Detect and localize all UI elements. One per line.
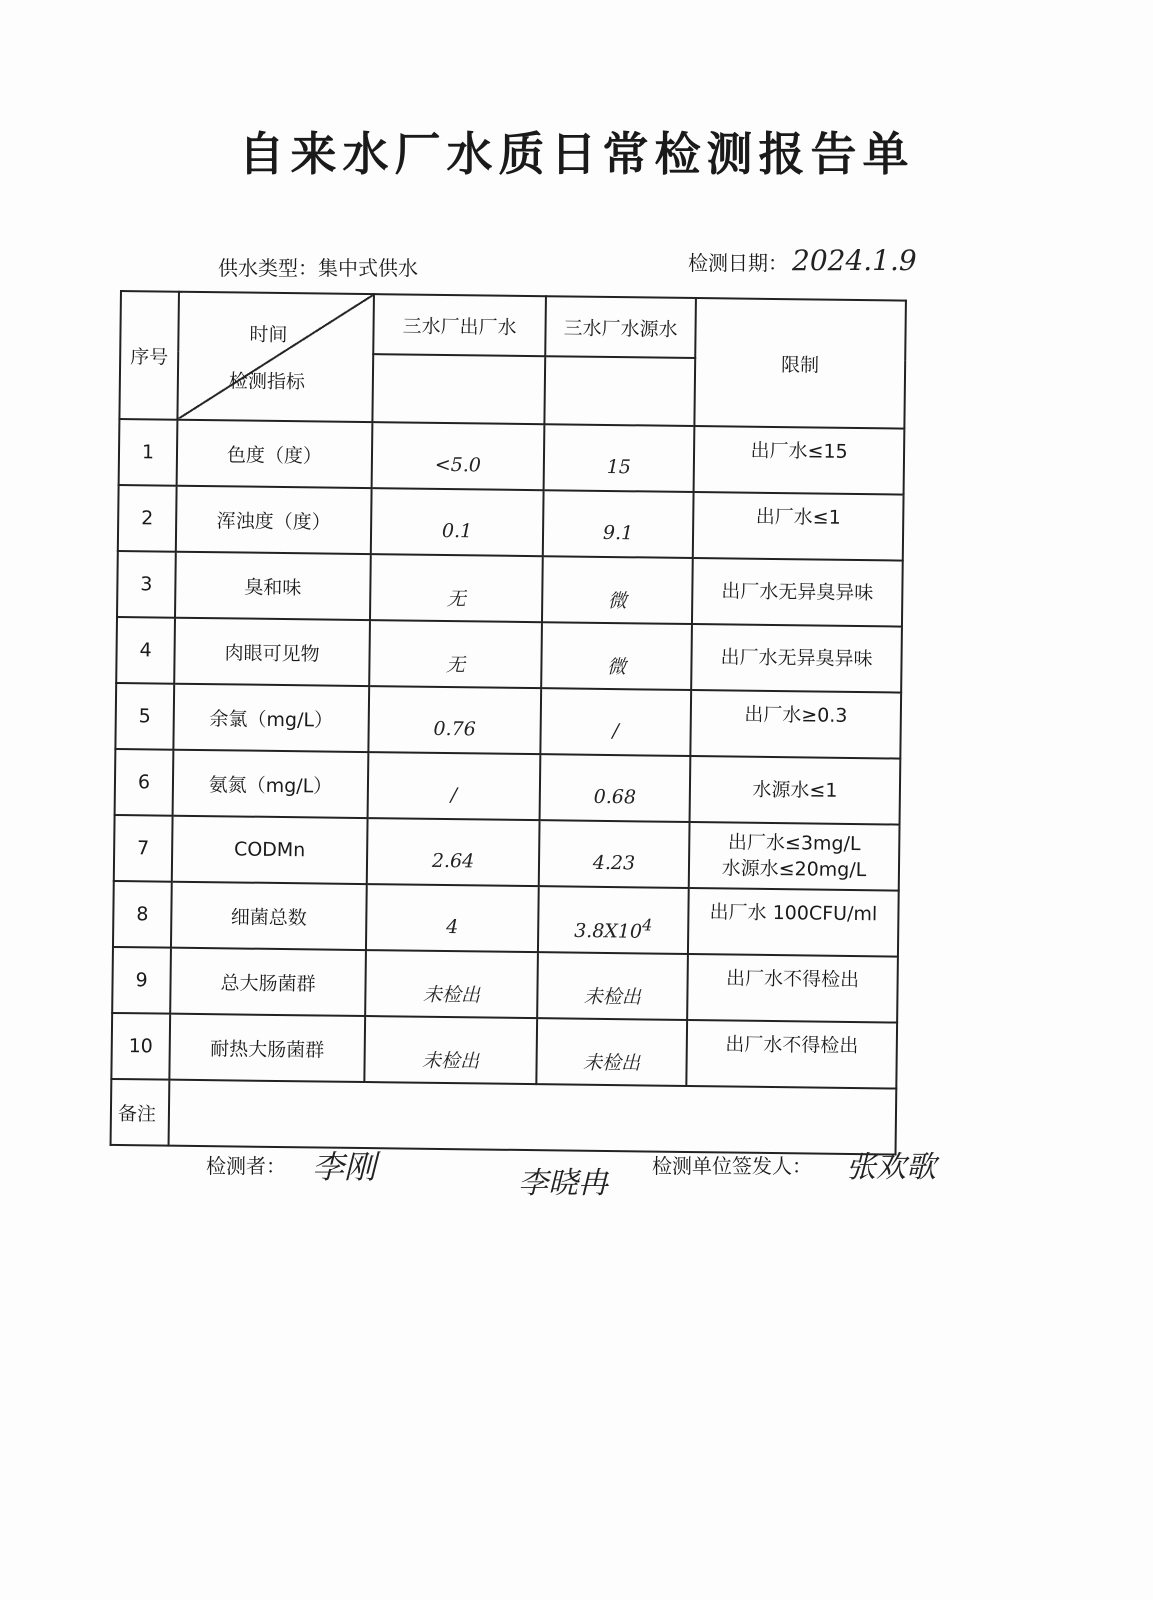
row-value-a: 无 <box>370 554 543 622</box>
row-limit: 出厂水不得检出 <box>687 954 898 1023</box>
issuer-label: 检测单位签发人： <box>652 1154 812 1178</box>
row-no: 10 <box>111 1013 170 1080</box>
header-diagonal-cell <box>177 292 374 422</box>
row-value-b: 微 <box>541 622 692 690</box>
remark-content <box>169 1080 897 1155</box>
header-col-a: 三水厂出厂水 <box>373 294 546 356</box>
row-limit: 出厂水≥0.3 <box>690 690 901 759</box>
row-no: 7 <box>114 815 173 882</box>
header-col-a-blank <box>372 354 545 424</box>
tester-signature-1: 李刚 <box>312 1148 377 1186</box>
report-table <box>110 290 907 1156</box>
row-value-a: 0.76 <box>368 686 541 754</box>
row-no: 9 <box>112 947 171 1014</box>
row-value-b: 0.68 <box>540 754 691 822</box>
row-value-a: 4 <box>366 884 539 952</box>
row-value-b: 未检出 <box>536 1018 687 1086</box>
table-row <box>115 749 901 825</box>
table-row <box>118 485 904 561</box>
issuer-signature: 张欢歌 <box>846 1150 936 1185</box>
row-value-b: 15 <box>544 424 695 492</box>
row-limit <box>689 822 900 891</box>
row-value-b <box>538 886 689 954</box>
remark-row <box>111 1079 897 1155</box>
row-no: 5 <box>115 683 174 750</box>
row-value-a: / <box>368 752 541 820</box>
tester-label: 检测者： <box>206 1154 286 1178</box>
row-limit: 出厂水无异臭异味 <box>692 558 903 627</box>
header-col-b: 三水厂水源水 <box>545 296 696 358</box>
table-row <box>112 947 898 1023</box>
row-value-a: <5.0 <box>372 422 545 490</box>
row-limit: 出厂水无异臭异味 <box>691 624 902 693</box>
supply-type: 供水类型：集中式供水 <box>218 256 418 280</box>
row-indicator: 浑浊度（度） <box>176 486 372 554</box>
table-row <box>111 1013 897 1089</box>
row-value-a: 无 <box>369 620 542 688</box>
row-value-b: 4.23 <box>539 820 690 888</box>
row-indicator: 总大肠菌群 <box>170 948 366 1016</box>
remark-label: 备注 <box>111 1079 170 1146</box>
row-limit: 出厂水≤15 <box>694 426 905 495</box>
row-value-a: 0.1 <box>371 488 544 556</box>
table-row <box>116 617 902 693</box>
table-row <box>113 881 899 957</box>
row-indicator: 臭和味 <box>175 552 371 620</box>
row-no: 1 <box>119 419 178 486</box>
row-indicator: 余氯（mg/L） <box>173 684 369 752</box>
row-value-b: 9.1 <box>543 490 694 558</box>
tester-signature-2: 李晓冉 <box>518 1166 608 1201</box>
header-seq: 序号 <box>119 291 179 420</box>
row-indicator: 肉眼可见物 <box>174 618 370 686</box>
row-limit: 出厂水不得检出 <box>686 1020 897 1089</box>
row-indicator: 细菌总数 <box>171 882 367 950</box>
row-no: 3 <box>117 551 176 618</box>
row-limit: 水源水≤1 <box>690 756 901 825</box>
test-date <box>688 244 917 277</box>
report-title: 自来水厂水质日常检测报告单 <box>238 127 915 181</box>
header-time: 时间 <box>249 323 288 347</box>
row-value-b: 未检出 <box>537 952 688 1020</box>
row-indicator: 色度（度） <box>177 420 373 488</box>
row-indicator: 氨氮（mg/L） <box>173 750 369 818</box>
table-row <box>115 683 901 759</box>
table-row <box>114 815 900 891</box>
header-col-b-blank <box>544 356 695 426</box>
row-value-a: 未检出 <box>365 950 538 1018</box>
row-no: 2 <box>118 485 177 552</box>
row-value-b-exponent: 4 <box>642 915 653 935</box>
row-no: 6 <box>115 749 174 816</box>
row-indicator: 耐热大肠菌群 <box>169 1014 365 1082</box>
test-date-value: 2024.1.9 <box>792 244 917 277</box>
row-value-b-base: 3.8X10 <box>574 920 643 944</box>
table-row <box>119 419 905 495</box>
row-limit: 出厂水≤1 <box>693 492 904 561</box>
header-limit: 限制 <box>694 298 906 429</box>
header-indicator: 检测指标 <box>228 370 306 394</box>
test-date-label: 检测日期： <box>688 251 788 275</box>
row-indicator: CODMn <box>172 816 368 884</box>
row-value-b: / <box>540 688 691 756</box>
row-limit: 出厂水 100CFU/ml <box>688 888 899 957</box>
row-no: 4 <box>116 617 175 684</box>
row-value-a: 未检出 <box>364 1016 537 1084</box>
row-value-a: 2.64 <box>367 818 540 886</box>
row-limit-line1: 出厂水≤3mg/L <box>727 831 861 856</box>
table-row <box>117 551 903 627</box>
row-no: 8 <box>113 881 172 948</box>
row-value-b: 微 <box>542 556 693 624</box>
row-limit-line2: 水源水≤20mg/L <box>721 857 867 882</box>
